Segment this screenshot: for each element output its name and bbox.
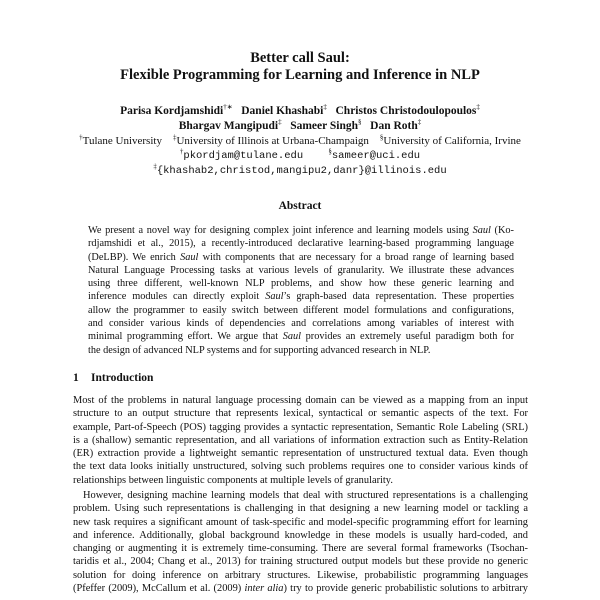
body-line: is a (shallow) semantic representation, and all variations of information extraction such as Entity-Relation: [73, 434, 528, 446]
emails-line-1: [30, 149, 570, 163]
section-heading: [73, 372, 153, 384]
abstract-line: the design of advanced NLP systems and for supporting advanced research in NLP.: [88, 344, 431, 356]
author-name: Daniel Khashabi: [241, 105, 324, 117]
body-line: example, Part-of-Speech (POS) tagging provides a syntactic representation, Semantic Role Labeling (SRL): [73, 421, 528, 433]
body-line: (ER) extraction provide a lightweight semantic representation of unstructured textual data. Even though: [73, 448, 528, 460]
author-name: Bhargav Mangipudi: [178, 120, 279, 132]
body-line: the text data looks initially unstructured, solving such problems requires one to consider various kinds of: [73, 461, 528, 473]
abstract-heading: Abstract: [278, 200, 322, 212]
body-line: structure to an output structure that represents lexical, syntactical or semantic aspects of the text. For: [73, 408, 528, 420]
abstract-line: Natural Language Processing tasks at various levels of granularity. We illustrate these advances: [88, 264, 514, 276]
section-number: 1: [73, 372, 79, 384]
affil-name: University of Illinois at Urbana-Champaign: [176, 135, 369, 147]
title-line-2: Flexible Programming for Learning and Inference in NLP: [120, 67, 480, 83]
author-name: Christos Christodoulopoulos: [335, 105, 477, 117]
abstract-line: allow the programmer to easily switch between different model formulations and configurations,: [88, 304, 514, 316]
affil-name: University of California, Irvine: [383, 135, 521, 147]
author-name: Sameer Singh: [290, 120, 359, 132]
intro-paragraph-2: [73, 489, 528, 595]
email[interactable]: {khashab2,christod,mangipu2,danr}@illinois.edu: [156, 165, 447, 177]
author-mark: ‡: [417, 118, 422, 127]
abstract-line: We present a novel way for designing complex joint inference and learning models using Saul (Ko-: [88, 225, 514, 236]
abstract-line: rdjamshidi et al., 2015), a recently-introduced declarative learning-based programming language: [88, 238, 514, 250]
authors-line-2: [40, 119, 560, 134]
abstract-line: (DeLBP). We enrich Saul with components that are necessary for a broad range of learning based: [88, 251, 514, 263]
affiliations: [30, 134, 570, 148]
body-line: However, designing machine learning models that deal with structured representations is a challenging: [83, 490, 528, 501]
affil-mark: †: [79, 133, 83, 142]
author-name: Dan Roth: [370, 120, 418, 132]
body-line: Most of the problems in natural language processing domain can be viewed as a mapping from an input: [73, 395, 528, 406]
abstract-body: [88, 224, 514, 357]
body-line: taridis et al., 2004; Chang et al., 2013) for training structured output models but these provide no generic: [73, 556, 528, 568]
emails-line-2: [30, 164, 570, 178]
paper-title: [60, 50, 540, 84]
body-line: and inference. Additionally, global background knowledge in these models is usually hard-coded, and: [73, 529, 528, 541]
email[interactable]: pkordjam@tulane.edu: [183, 150, 304, 162]
abstract-line: inference modules can directly exploit Saul’s graph-based data representation. These properties: [88, 291, 514, 303]
email-mark: ‡: [153, 162, 157, 171]
email-mark: †: [179, 147, 184, 156]
body-line: relationships between linguistic components at multiple levels of granularity.: [73, 474, 393, 486]
authors-line-1: [40, 104, 560, 119]
author-mark: §: [358, 118, 362, 127]
body-line: problem. Using such representations is challenging in that designing a new learning model or tackling a: [73, 503, 528, 515]
section-title: Introduction: [91, 372, 154, 384]
author-name: Parisa Kordjamshidi: [120, 105, 224, 117]
body-line: new task requires a significant amount of task-specific and model-specific programming effort for learning: [73, 516, 528, 528]
intro-paragraph-1: [73, 394, 528, 487]
body-line: (Pfeffer (2009), McCallum et al. (2009) inter alia) try to provide generic probabilistic solutions to arbitrary: [73, 583, 528, 595]
affil-mark: §: [379, 133, 384, 142]
author-mark: ‡: [476, 103, 480, 112]
abstract-line: and consider various kinds of dependencies and correlations among variables of interest with: [88, 318, 514, 330]
affil-mark: ‡: [172, 133, 177, 142]
abstract-line: using three different, well-known NLP problems, and show how these generic learning and: [88, 278, 514, 290]
body-line: solution for doing inference on arbitrary structures. Likewise, probabilistic programming languages: [73, 569, 528, 581]
affil-name: Tulane University: [82, 135, 162, 147]
email-mark: §: [328, 147, 332, 156]
email[interactable]: sameer@uci.edu: [331, 150, 421, 162]
title-line-1: Better call Saul:: [250, 50, 350, 66]
author-mark: †∗: [223, 103, 233, 112]
author-mark: ‡: [278, 118, 282, 127]
abstract-line: minimal programming effort. We argue that Saul provides an extremely useful paradigm both for: [88, 331, 515, 343]
body-line: changing or augmenting it is extremely time-consuming. There are several formal frameworks (Tsochan-: [73, 543, 528, 555]
author-mark: ‡: [323, 103, 327, 112]
